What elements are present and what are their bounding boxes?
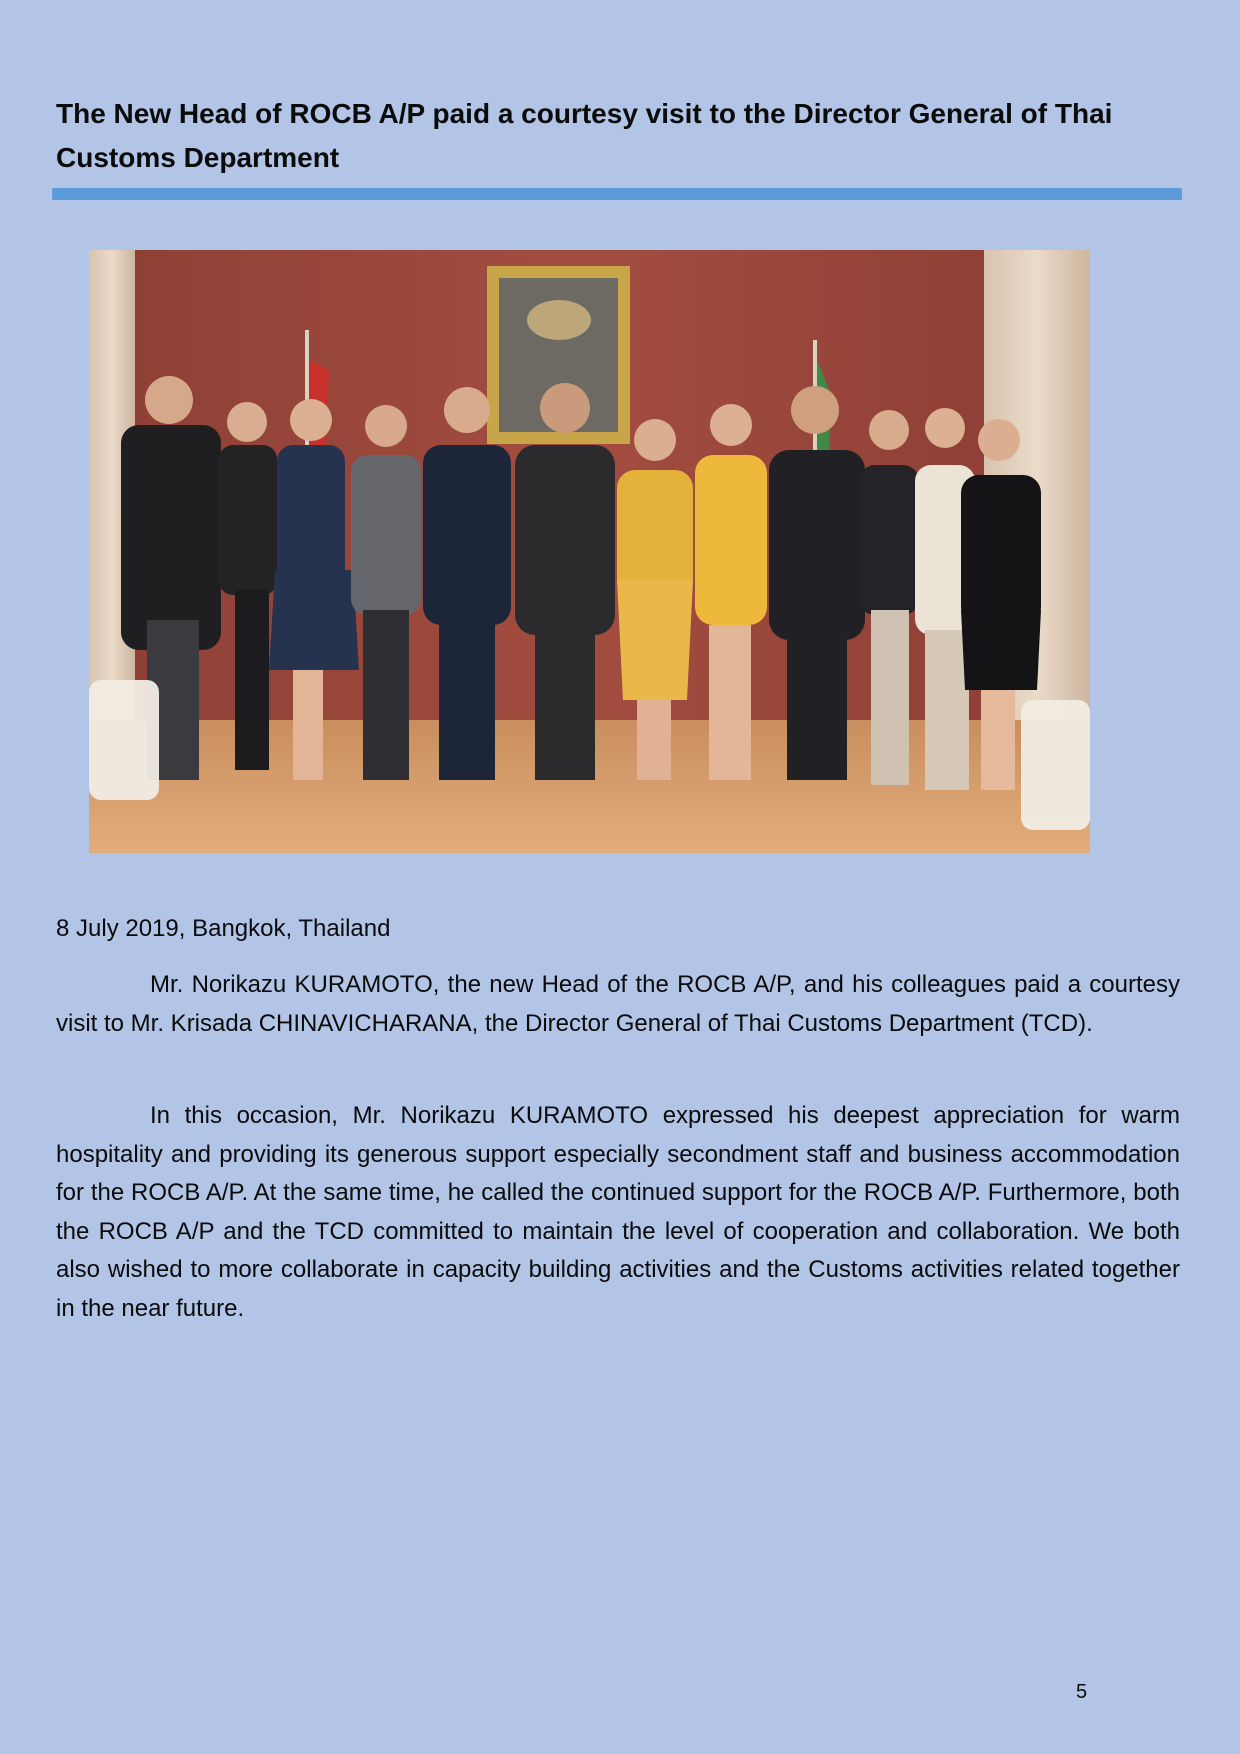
- group-photo-illustration: [89, 250, 1090, 853]
- body-paragraph-1: Mr. Norikazu KURAMOTO, the new Head of the ROCB A/P, and his colleagues paid a courtesy visit to Mr. Krisada CHINAVICHARANA, the Director General of Thai Customs Department (TCD).: [56, 971, 1180, 1037]
- group-photo: [89, 250, 1090, 853]
- title-divider: [52, 188, 1182, 200]
- article-title: The New Head of ROCB A/P paid a courtesy visit to the Director General of Thai Customs Department: [56, 98, 1113, 173]
- dateline: 8 July 2019, Bangkok, Thailand: [56, 915, 391, 942]
- page-number: 5: [1076, 1681, 1088, 1703]
- body-paragraph-2: In this occasion, Mr. Norikazu KURAMOTO expressed his deepest appreciation for warm hospitality and providing its generous support especially secondment staff and business accommodation for the ROCB A/P. At the same time, he called the continued support for the ROCB A/P. Furthermore, both the ROCB A/P and the TCD committed to maintain the level of cooperation and collaboration. We both also wished to more collaborate in capacity building activities and the Customs activities related together in the near future.: [56, 1102, 1180, 1322]
